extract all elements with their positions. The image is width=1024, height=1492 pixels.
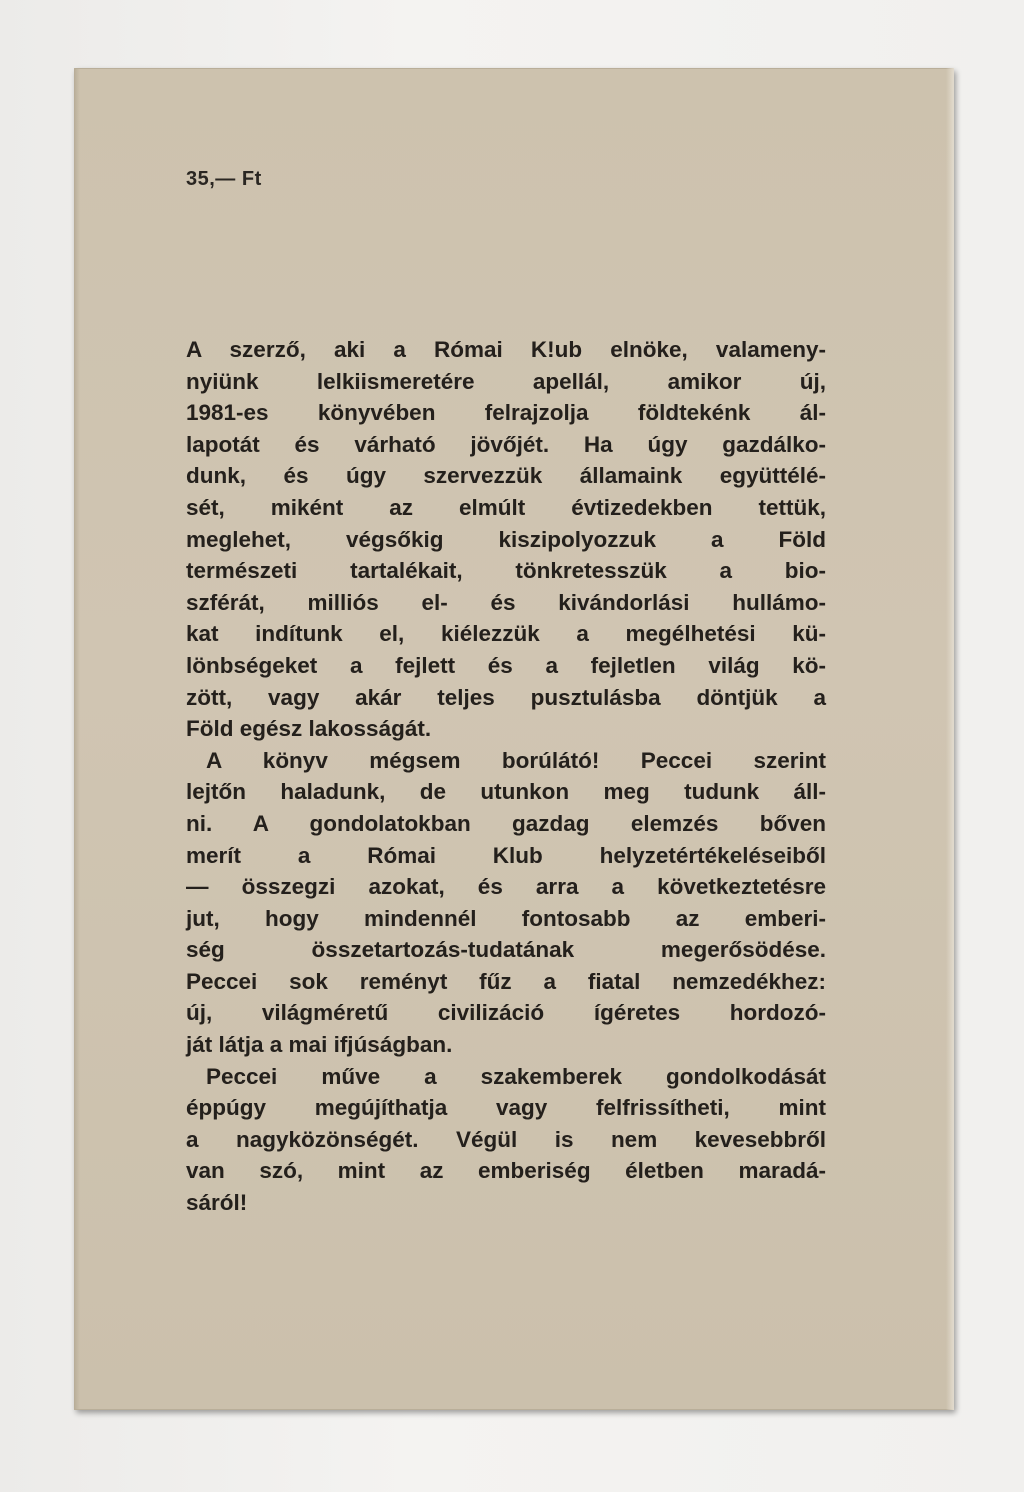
text-line: — összegzi azokat, és arra a következtetésre xyxy=(186,874,826,900)
text-line: meglehet, végsőkig kiszipolyozzuk a Föld xyxy=(186,526,826,552)
blurb-text xyxy=(186,334,826,1219)
blurb-paragraph-1 xyxy=(186,334,826,745)
book-back-cover xyxy=(74,68,954,1410)
text-line: A szerző, aki a Római K!ub elnöke, valameny- xyxy=(186,337,826,362)
text-line: Peccei sok reményt fűz a fiatal nemzedékhez: xyxy=(186,968,826,994)
text-line: ni. A gondolatokban gazdag elemzés bőven xyxy=(186,810,826,836)
text-line: a nagyközönségét. Végül is nem kevesebbről xyxy=(186,1126,826,1152)
text-line: 1981-es könyvében felrajzolja földtekénk ál- xyxy=(186,400,826,426)
text-line: nyiünk lelkiismeretére apellál, amikor új, xyxy=(186,368,826,394)
price-label: 35,— Ft xyxy=(186,168,262,190)
text-line: zött, vagy akár teljes pusztulásba döntjük a xyxy=(186,684,826,710)
blurb-paragraph-3 xyxy=(186,1061,826,1219)
text-line: természeti tartalékait, tönkretesszük a bio- xyxy=(186,558,826,584)
text-line: sáról! xyxy=(186,1190,248,1216)
text-line: ség összetartozás-tudatának megerősödése. xyxy=(186,937,826,963)
text-line: új, világméretű civilizáció ígéretes hordozó- xyxy=(186,1000,826,1026)
text-line: éppúgy megújíthatja vagy felfrissítheti, mint xyxy=(186,1095,826,1121)
blurb-paragraph-2 xyxy=(186,745,826,1061)
text-line: merít a Római Klub helyzetértékeléseiből xyxy=(186,842,826,868)
text-line: Peccei műve a szakemberek gondolkodását xyxy=(206,1063,826,1089)
text-line: lönbségeket a fejlett és a fejletlen világ kö- xyxy=(186,652,826,678)
text-line: lejtőn haladunk, de utunkon meg tudunk áll- xyxy=(186,779,826,805)
text-line: kat indítunk el, kiélezzük a megélhetési kü- xyxy=(186,621,826,647)
text-line: ját látja a mai ifjúságban. xyxy=(186,1032,453,1058)
text-line: szférát, milliós el- és kivándorlási hullámo- xyxy=(186,589,826,615)
text-line: lapotát és várható jövőjét. Ha úgy gazdálko- xyxy=(186,431,826,457)
text-line: Föld egész lakosságát. xyxy=(186,716,432,742)
text-line: sét, miként az elmúlt évtizedekben tettük, xyxy=(186,494,826,520)
text-line: jut, hogy mindennél fontosabb az emberi- xyxy=(186,905,826,931)
text-line: A könyv mégsem borúlátó! Peccei szerint xyxy=(206,747,826,773)
text-line: van szó, mint az emberiség életben maradá- xyxy=(186,1158,826,1184)
text-line: dunk, és úgy szervezzük államaink együttélé- xyxy=(186,463,826,489)
